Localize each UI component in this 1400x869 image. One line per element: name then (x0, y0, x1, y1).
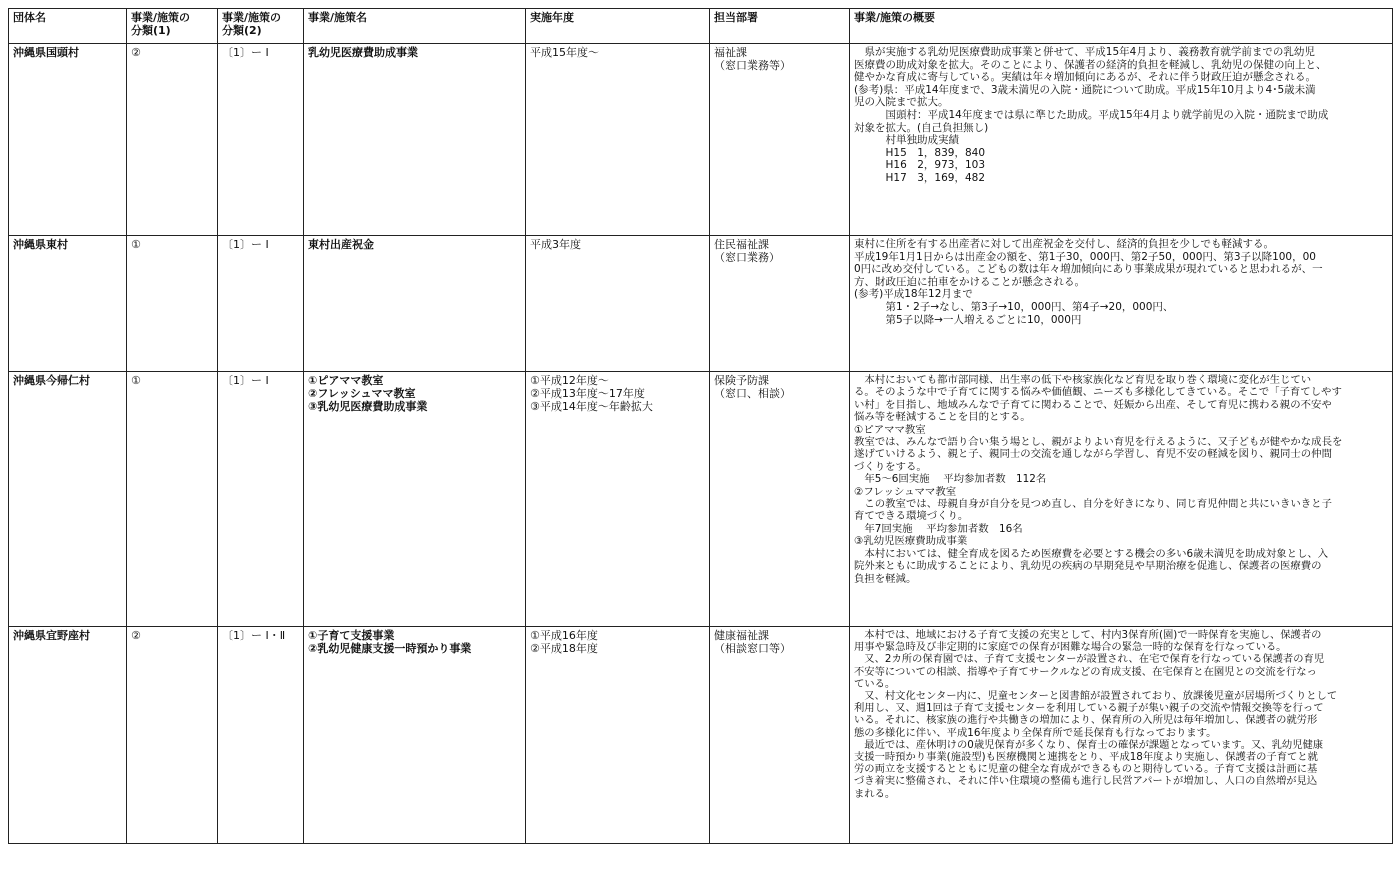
year-cell (526, 627, 710, 844)
cell-line: 用事や緊急時及び非定期的に家庭での保育が困難な場合の緊急一時的な保育を行なっている。 (854, 641, 1287, 654)
dept-cell (710, 236, 850, 372)
cell-line: ている。 (854, 677, 896, 690)
cell-line: （窓口業務等） (714, 59, 791, 72)
cell-line: 教室では、みんなで語り合い集う場とし、親がよりよい育児を行えるように、又子どもが健やかな成長を (854, 436, 1343, 449)
cell-line: ②フレッシュママ教室 (308, 387, 416, 400)
cell-line: ①平成16年度 (530, 629, 598, 642)
org-name: 沖縄県今帰仁村 (13, 374, 90, 387)
org-name: 沖縄県宜野座村 (13, 629, 90, 642)
cell-line: い村」を目指し、地域みんなで子育てに関わることで、妊娠から出産、そして育児に携わる親の不安や (854, 398, 1332, 411)
cell-line: 平成15年度～ (530, 46, 599, 59)
cell-line: ②平成13年度～17年度 (530, 387, 645, 400)
summary-cell (850, 236, 1393, 372)
cell-line: 利用し、又、週1回は子育て支援センターを利用している親子が集い親子の交流や情報交換等を行って (854, 702, 1324, 715)
cell-line: 労の両立を支援するとともに児童の健全な育成ができるものと期待している。子育て支援は計画に基 (854, 763, 1318, 776)
cell-line: 年5～6回実施 平均参加者数 112名 (854, 473, 1047, 486)
cell-line: （窓口業務） (714, 251, 780, 264)
cell-line: 平成19年1月1日からは出産金の額を、第1子30，000円、第2子50，000円、第3子以降100，00 (854, 250, 1316, 263)
header-summary: 事業/施策の概要 (850, 9, 1393, 44)
header-year: 実施年度 (526, 9, 710, 44)
document-sheet (8, 8, 1392, 844)
class2-cell: 〔1〕ー I (218, 44, 304, 236)
cell-line: 村単独助成実績 (854, 134, 959, 147)
cell-line: 福祉課 (714, 46, 747, 59)
policy-table (8, 8, 1393, 844)
cell-line: 乳幼児医療費助成事業 (308, 46, 418, 59)
cell-line: 0円に改め交付している。こどもの数は年々増加傾向にあり事業成果が現れていると思われるが、一 (854, 263, 1323, 276)
cell-line: 東村出産祝金 (308, 238, 374, 251)
cell-line: ①ピアママ教室 (308, 374, 384, 387)
cell-line: 国頭村：平成14年度までは県に準じた助成。平成15年4月より就学前児の入院・通院まで助成 (854, 108, 1329, 121)
cell-line: いる。それに、核家族の進行や共働きの増加により、保育所の入所児は毎年増加し、保護者の就労形 (854, 714, 1318, 727)
dept-cell (710, 372, 850, 627)
cell-line: 又、村文化センター内に、児童センターと図書館が設置されており、放課後児童が居場所づくりとして (854, 690, 1338, 703)
org-name: 沖縄県国頭村 (13, 46, 79, 59)
cell-line: 保険予防課 (714, 374, 769, 387)
cell-line: ③乳幼児医療費助成事業 (308, 400, 428, 413)
table-row (9, 627, 1393, 844)
summary-cell (850, 372, 1393, 627)
cell-line: H17 3，169，482 (854, 171, 986, 184)
cell-line: 本村では、地域における子育て支援の充実として、村内3保育所(園)で一時保育を実施し、保護者の (854, 629, 1322, 641)
cell-line: H16 2，973，103 (854, 159, 986, 172)
class1-cell: ② (127, 627, 218, 844)
cell-line: づくりをする。 (854, 460, 927, 473)
year-cell (526, 236, 710, 372)
cell-line: 態の多様化に伴い、平成16年度より全保育所で延長保育も行なっております。 (854, 726, 1217, 739)
policy-name-cell (304, 372, 526, 627)
header-org: 団体名 (9, 9, 127, 44)
cell-line: 対象を拡大。(自己負担無し) (854, 121, 989, 134)
policy-name-cell (304, 236, 526, 372)
cell-line: 児の入院まで拡大。 (854, 96, 949, 109)
cell-line: 悩み等を軽減することを目的とする。 (854, 411, 1031, 424)
header-dept: 担当部署 (710, 9, 850, 44)
cell-line: ②フレッシュママ教室 (854, 485, 957, 498)
cell-line: 健康福祉課 (714, 629, 769, 642)
cell-line: この教室では、母親自身が自分を見つめ直し、自分を好きになり、同じ育児仲間と共にいきいきと子 (854, 498, 1332, 511)
cell-line: 医療費の助成対象を拡大。そのことにより、保護者の経済的負担を軽減し、乳幼児の保健の向上と、 (854, 58, 1327, 71)
cell-line: （相談窓口等） (714, 642, 791, 655)
cell-line: 健やかな育成に寄与している。実績は年々増加傾向にあるが、それに伴う財政圧迫が懸念される。 (854, 71, 1316, 84)
cell-line: ①ピアママ教室 (854, 423, 926, 436)
cell-line: 不安等についての相談、指導や子育てサークルなどの育成支援、在宅保育と在園児との交流を行なっ (854, 665, 1317, 678)
cell-line: 又、2カ所の保育園では、子育て支援センターが設置され、在宅で保育を行なっている保護者の育児 (854, 653, 1325, 666)
cell-line: 最近では、産休明けの0歳児保育が多くなり、保育士の確保が課題となっています。又、乳幼児健康 (854, 738, 1324, 751)
cell-line: 年7回実施 平均参加者数 16名 (854, 522, 1023, 535)
cell-line: づき着実に整備され、それに伴い住環境の整備も進行し民営アパートが増加し、人口の自然増が見込 (854, 775, 1318, 788)
cell-line: (参考)平成18年12月まで (854, 288, 973, 301)
cell-line: ③平成14年度～年齢拡大 (530, 400, 653, 413)
policy-name-cell (304, 44, 526, 236)
cell-line: (参考)県：平成14年度まで、3歳未満児の入院・通院について助成。平成15年10月より4･5歳未満 (854, 83, 1316, 96)
org-name: 沖縄県東村 (13, 238, 68, 251)
class2-cell: 〔1〕ー I (218, 372, 304, 627)
header-row (9, 9, 1393, 44)
table-row (9, 44, 1393, 236)
cell-line: ②平成18年度 (530, 642, 598, 655)
year-cell (526, 372, 710, 627)
class1-cell: ② (127, 44, 218, 236)
org-cell (9, 44, 127, 236)
cell-line: ③乳幼児医療費助成事業 (854, 535, 968, 548)
org-cell (9, 372, 127, 627)
cell-line: 院外来ともに助成することにより、乳幼児の疾病の早期発見や早期治療を促進し、保護者の医療費の (854, 560, 1322, 573)
class1-cell: ① (127, 372, 218, 627)
cell-line: 県が実施する乳幼児医療費助成事業と併せて、平成15年4月より、義務教育就学前までの乳幼児 (854, 46, 1315, 58)
header-class2: 事業/施策の 分類(2) (218, 9, 304, 44)
cell-line: 支援一時預かり事業(施設型)も医療機関と連携をとり、平成18年度より実施し、保護者の子育てと就 (854, 751, 1318, 764)
cell-line: ②乳幼児健康支援一時預かり事業 (308, 642, 472, 655)
cell-line: 方、財政圧迫に拍車をかけることが懸念される。 (854, 275, 1085, 288)
cell-line: 東村に住所を有する出産者に対して出産祝金を交付し、経済的負担を少しでも軽減する。 (854, 238, 1274, 250)
dept-cell (710, 44, 850, 236)
cell-line: 本村においては、健全育成を図るため医療費を必要とする機会の多い6歳未満児を助成対象とし、入 (854, 547, 1329, 560)
cell-line: まれる。 (854, 787, 896, 800)
cell-line: 遂げていけるよう、親と子、親同士の交流を通しながら学習し、育児不安の軽減を図り、親同士の仲間 (854, 448, 1332, 461)
cell-line: （窓口、相談） (714, 387, 791, 400)
cell-line: H15 1，839，840 (854, 146, 986, 159)
summary-cell (850, 627, 1393, 844)
header-class1: 事業/施策の 分類(1) (127, 9, 218, 44)
table-row (9, 372, 1393, 627)
summary-cell (850, 44, 1393, 236)
dept-cell (710, 627, 850, 844)
table-row (9, 236, 1393, 372)
cell-line: 第5子以降→一人増えるごとに10，000円 (854, 313, 1082, 326)
cell-line: 本村においても都市部同様、出生率の低下や核家族化など育児を取り巻く環境に変化が生じてい (854, 374, 1312, 386)
class2-cell: 〔1〕ー I (218, 236, 304, 372)
class2-cell: 〔1〕ー I・Ⅱ (218, 627, 304, 844)
year-cell (526, 44, 710, 236)
class1-cell: ① (127, 236, 218, 372)
cell-line: ①平成12年度～ (530, 374, 609, 387)
org-cell (9, 236, 127, 372)
policy-name-cell (304, 627, 526, 844)
cell-line: 育てできる環境づくり。 (854, 510, 969, 523)
cell-line: ①子育て支援事業 (308, 629, 395, 642)
cell-line: 平成3年度 (530, 238, 581, 251)
org-cell (9, 627, 127, 844)
cell-line: 負担を軽減。 (854, 572, 917, 585)
cell-line: 第1・2子→なし、第3子→10，000円、第4子→20，000円、 (854, 300, 1174, 313)
header-name: 事業/施策名 (304, 9, 526, 44)
cell-line: る。そのような中で子育てに関する悩みや価値観、ニーズも多様化してきている。そこで「子育てしやす (854, 386, 1342, 399)
cell-line: 住民福祉課 (714, 238, 769, 251)
